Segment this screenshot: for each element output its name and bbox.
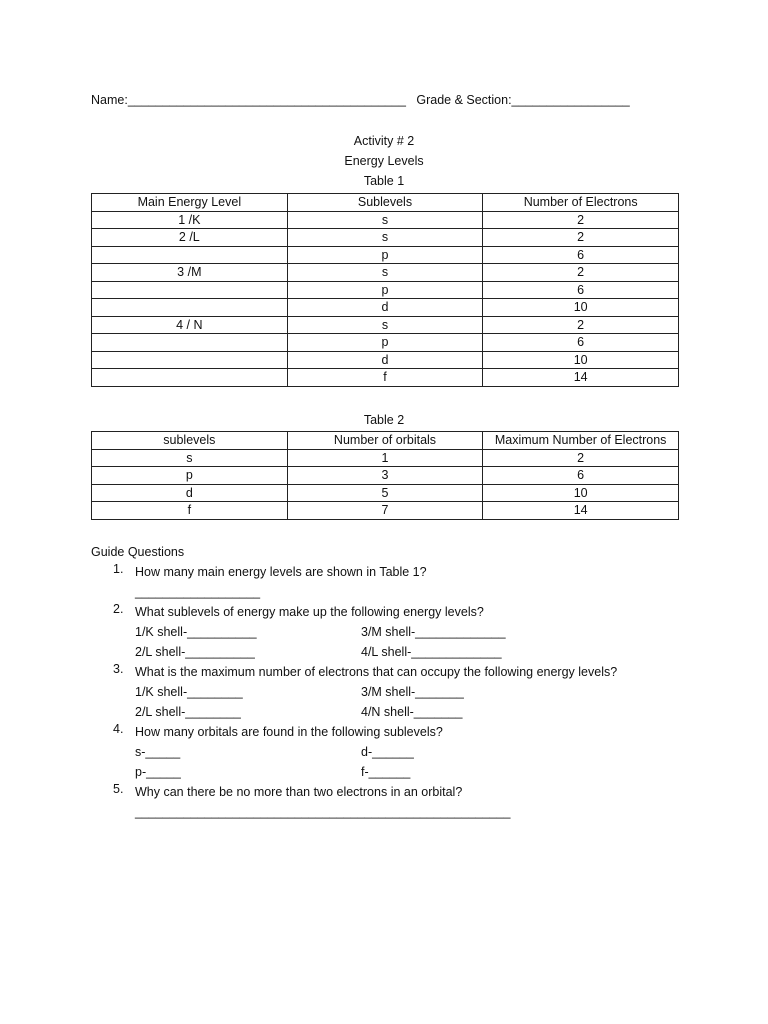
- table-row: [92, 369, 679, 387]
- table-cell: 2 /L: [92, 229, 288, 247]
- table-cell: 2: [483, 316, 679, 334]
- table-row: [92, 246, 679, 264]
- question-3: 3. What is the maximum number of electrons that can occupy the following energy levels? 1/K shell-________ 3/M shell-_______ 2/L shell-________ 4/N shell-_______: [91, 662, 691, 722]
- answer-blank[interactable]: s-_____: [135, 745, 181, 759]
- answer-blank[interactable]: ______________________________________________________: [135, 805, 511, 819]
- table-row: [92, 299, 679, 317]
- header-line: [91, 93, 630, 107]
- answer-blank[interactable]: 2/L shell-________: [135, 705, 241, 719]
- question-text: How many main energy levels are shown in Table 1?: [135, 565, 427, 579]
- table-row: [92, 334, 679, 352]
- column-header: Sublevels: [287, 194, 483, 212]
- table-cell: p: [287, 246, 483, 264]
- table-cell: 14: [483, 369, 679, 387]
- table-cell: d: [92, 484, 288, 502]
- table-cell: 6: [483, 334, 679, 352]
- table-cell: 7: [287, 502, 483, 520]
- column-header: Main Energy Level: [92, 194, 288, 212]
- column-header: Number of Electrons: [483, 194, 679, 212]
- table-cell: [92, 246, 288, 264]
- question-text: Why can there be no more than two electrons in an orbital?: [135, 785, 463, 799]
- table-cell: [92, 281, 288, 299]
- table-row: [92, 229, 679, 247]
- answer-blank[interactable]: 4/L shell-_____________: [361, 645, 502, 659]
- answer-blank[interactable]: 1/K shell-__________: [135, 625, 257, 639]
- table-cell: f: [287, 369, 483, 387]
- table-row: [92, 467, 679, 485]
- table-cell: p: [92, 467, 288, 485]
- answer-blank[interactable]: f-______: [361, 765, 411, 779]
- guide-heading: Guide Questions: [91, 545, 185, 559]
- table-energy-levels: [91, 193, 679, 387]
- table-row: [92, 449, 679, 467]
- table-cell: 10: [483, 484, 679, 502]
- table-orbitals: [91, 431, 679, 520]
- table-row: [92, 484, 679, 502]
- name-field[interactable]: Name:________________________________________: [91, 93, 406, 107]
- question-2: 2. What sublevels of energy make up the following energy levels? 1/K shell-__________ 3/M shell-_____________ 2/L shell-__________ 4/L shell-_____________: [91, 602, 691, 662]
- table-cell: s: [287, 264, 483, 282]
- table-cell: 3: [287, 467, 483, 485]
- table-cell: 6: [483, 467, 679, 485]
- question-text: What sublevels of energy make up the following energy levels?: [135, 605, 484, 619]
- question-1: 1. How many main energy levels are shown in Table 1? __________________: [91, 562, 691, 602]
- table-cell: s: [287, 229, 483, 247]
- question-text: What is the maximum number of electrons that can occupy the following energy levels?: [135, 665, 618, 679]
- column-header: sublevels: [92, 432, 288, 450]
- table-cell: s: [92, 449, 288, 467]
- answer-blank[interactable]: p-_____: [135, 765, 181, 779]
- table-row: [92, 281, 679, 299]
- table-cell: f: [92, 502, 288, 520]
- table-cell: 5: [287, 484, 483, 502]
- table-cell: d: [287, 351, 483, 369]
- activity-title: Activity # 2: [353, 134, 415, 148]
- answer-blank[interactable]: 2/L shell-__________: [135, 645, 255, 659]
- table-cell: d: [287, 299, 483, 317]
- table1-title: Table 1: [363, 174, 405, 188]
- table-cell: 10: [483, 299, 679, 317]
- table-cell: 10: [483, 351, 679, 369]
- topic-title: Energy Levels: [344, 154, 424, 168]
- table-cell: 2: [483, 211, 679, 229]
- answer-blank[interactable]: __________________: [135, 585, 261, 599]
- column-header: Maximum Number of Electrons: [483, 432, 679, 450]
- table-row: [92, 502, 679, 520]
- table-cell: 3 /M: [92, 264, 288, 282]
- table-cell: 6: [483, 246, 679, 264]
- grade-section-field[interactable]: Grade & Section:_________________: [416, 93, 630, 107]
- table-cell: [92, 334, 288, 352]
- table-header-row: [92, 432, 679, 450]
- table-header-row: [92, 194, 679, 212]
- table-cell: p: [287, 334, 483, 352]
- table-row: [92, 211, 679, 229]
- column-header: Number of orbitals: [287, 432, 483, 450]
- table-row: [92, 316, 679, 334]
- question-4: 4. How many orbitals are found in the following sublevels? s-_____ d-______ p-_____ f-______: [91, 722, 691, 782]
- table-cell: 6: [483, 281, 679, 299]
- table-cell: 14: [483, 502, 679, 520]
- table-row: [92, 351, 679, 369]
- table-cell: [92, 299, 288, 317]
- table-cell: 1 /K: [92, 211, 288, 229]
- answer-blank[interactable]: 3/M shell-_______: [361, 685, 464, 699]
- table2-title: Table 2: [363, 413, 405, 427]
- title-block: [0, 131, 768, 191]
- table-cell: s: [287, 316, 483, 334]
- table-cell: 2: [483, 264, 679, 282]
- table-cell: 4 / N: [92, 316, 288, 334]
- table-cell: s: [287, 211, 483, 229]
- answer-blank[interactable]: d-______: [361, 745, 414, 759]
- table-cell: 2: [483, 449, 679, 467]
- table-cell: 2: [483, 229, 679, 247]
- table-cell: 1: [287, 449, 483, 467]
- question-text: How many orbitals are found in the following sublevels?: [135, 725, 443, 739]
- question-5: 5. Why can there be no more than two electrons in an orbital? ______________________________________________________: [91, 782, 691, 822]
- guide-questions: [91, 542, 691, 822]
- table-row: [92, 264, 679, 282]
- answer-blank[interactable]: 3/M shell-_____________: [361, 625, 506, 639]
- answer-blank[interactable]: 4/N shell-_______: [361, 705, 463, 719]
- table-cell: p: [287, 281, 483, 299]
- table-cell: [92, 369, 288, 387]
- answer-blank[interactable]: 1/K shell-________: [135, 685, 243, 699]
- table-cell: [92, 351, 288, 369]
